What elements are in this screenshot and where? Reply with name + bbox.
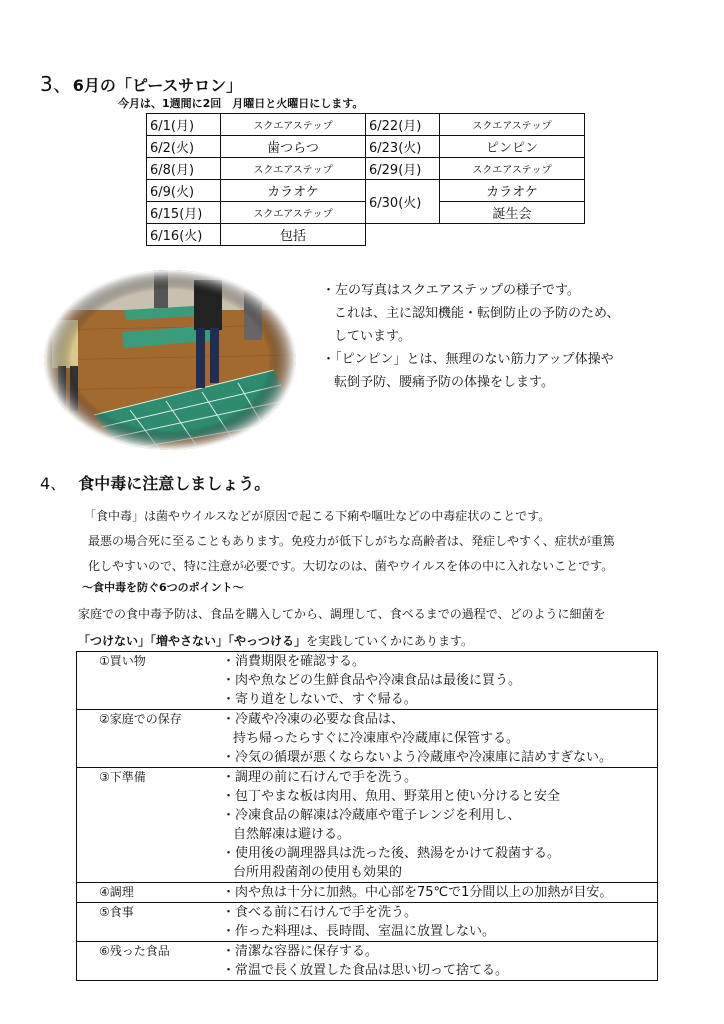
tip-row <box>77 941 657 980</box>
tip-item: ・清潔な容器に保存する。 <box>222 944 379 959</box>
schedule-date: 6/9(火) <box>147 180 221 202</box>
schedule-date: 6/23(火) <box>366 136 440 158</box>
schedule-date: 6/16(火) <box>147 224 221 246</box>
note-line: これは、主に認知機能・転倒防止の予防のため、 <box>334 306 620 321</box>
tip-item: ・常温で長く放置した食品は思い切って捨てる。 <box>222 963 509 978</box>
schedule-row <box>147 158 585 180</box>
tip-label: ④調理 <box>99 885 134 899</box>
schedule-date: 6/2(火) <box>147 136 221 158</box>
schedule-row <box>147 136 585 158</box>
note-line: ・「ピンピン」とは、無理のない筋力アップ体操や <box>322 352 614 367</box>
intro-keywords: 「つけない」「増やさない」「やっつける」 <box>78 634 307 648</box>
schedule-activity: ピンピン <box>440 136 585 158</box>
tip-row <box>77 882 657 902</box>
food-poisoning-description <box>84 504 615 579</box>
tip-row <box>77 709 657 767</box>
tip-label: ③下準備 <box>99 770 146 784</box>
tip-items <box>222 710 657 767</box>
tip-items <box>222 903 657 941</box>
tip-item: 持ち帰ったらすぐに冷凍庫や冷蔵庫に保管する。 <box>233 731 520 746</box>
points-intro <box>78 601 606 655</box>
schedule-table <box>146 113 585 246</box>
schedule-activity: スクエアステップ <box>440 158 585 180</box>
schedule-date: 6/30(火) <box>366 180 440 224</box>
schedule-activity: カラオケ <box>221 180 366 202</box>
schedule-row <box>147 180 585 202</box>
intro-line: 家庭での食中毒予防は、食品を購入してから、調理して、食べるまでの過程で、どのように細菌を <box>78 607 606 621</box>
tip-label: ②家庭での保存 <box>99 712 182 726</box>
section-4-number: 4、 <box>40 474 67 493</box>
schedule-activity: スクエアステップ <box>221 202 366 224</box>
schedule-date: 6/1(月) <box>147 114 221 136</box>
section-4-title: 食中毒に注意しましょう。 <box>78 474 271 493</box>
square-step-photo <box>44 270 296 450</box>
note-line: しています。 <box>334 329 411 344</box>
schedule-activity: カラオケ <box>440 180 585 202</box>
schedule-activity: 誕生会 <box>440 202 585 224</box>
section-3-heading <box>40 68 242 97</box>
note-line: 転倒予防、腰痛予防の体操をします。 <box>334 375 554 390</box>
schedule-date: 6/29(月) <box>366 158 440 180</box>
tip-item: ・使用後の調理器具は洗った後、熱湯をかけて殺菌する。 <box>222 846 561 861</box>
schedule-activity: スクエアステップ <box>440 114 585 136</box>
tip-items <box>222 768 657 882</box>
schedule-date: 6/8(月) <box>147 158 221 180</box>
tip-item: ・冷気の循環が悪くならないよう冷蔵庫や冷凍庫に詰めすぎない。 <box>222 750 613 765</box>
tip-items <box>222 883 657 902</box>
tip-label: ①買い物 <box>99 654 146 668</box>
tip-row <box>77 902 657 941</box>
tip-items <box>222 942 657 980</box>
tip-row <box>77 652 657 709</box>
description-line: 最悪の場合死に至ることもあります。免疫力が低下しがちな高齢者は、発症しやすく、症状が重篤 <box>88 534 615 548</box>
note-line: ・左の写真はスクエアステップの様子です。 <box>322 283 580 298</box>
photo-notes <box>322 279 619 394</box>
tip-item: ・寄り道をしないで、すぐ帰る。 <box>222 692 417 707</box>
tip-label: ⑤食事 <box>99 905 134 919</box>
schedule-activity: 歯つらつ <box>221 136 366 158</box>
schedule-activity: 包括 <box>221 224 366 246</box>
section-4-heading <box>40 471 270 494</box>
tip-item: ・包丁やまな板は肉用、魚用、野菜用と使い分けると安全 <box>222 789 561 804</box>
tip-item: 台所用殺菌剤の使用も効果的 <box>233 865 403 880</box>
tip-item: 自然解凍は避ける。 <box>233 827 351 842</box>
prevention-tips-table <box>76 651 658 981</box>
tip-row <box>77 767 657 882</box>
tip-item: ・調理の前に石けんで手を洗う。 <box>222 770 418 785</box>
schedule-activity: スクエアステップ <box>221 114 366 136</box>
tip-item: ・作った料理は、長時間、室温に放置しない。 <box>222 924 496 939</box>
tip-label: ⑥残った食品 <box>99 944 170 958</box>
section-3-number: 3、 <box>40 72 73 96</box>
tip-item: ・消費期限を確認する。 <box>222 654 366 669</box>
points-title: ～食中毒を防ぐ6つのポイント～ <box>82 581 244 594</box>
section-3-subtitle: 今月は、1週間に2回 月曜日と火曜日にします。 <box>118 97 364 110</box>
schedule-row <box>147 114 585 136</box>
section-3-title: 6月の「ピースサロン」 <box>72 76 243 95</box>
schedule-date: 6/22(月) <box>366 114 440 136</box>
schedule-activity: スクエアステップ <box>221 158 366 180</box>
tip-item: ・食べる前に石けんで手を洗う。 <box>222 905 418 920</box>
description-line: 化しやすいので、特に注意が必要です。大切なのは、菌やウイルスを体の中に入れないことです。 <box>88 559 614 573</box>
intro-rest: を実践していくかにあります。 <box>306 634 474 648</box>
tip-item: ・冷蔵や冷凍の必要な食品は、 <box>222 712 405 727</box>
tip-item: ・冷凍食品の解凍は冷蔵庫や電子レンジを利用し、 <box>222 808 521 823</box>
description-line: 「食中毒」は菌やウイルスなどが原因で起こる下痢や嘔吐などの中毒症状のことです。 <box>84 509 551 523</box>
tip-item: ・肉や魚などの生鮮食品や冷凍食品は最後に買う。 <box>222 673 522 688</box>
tip-items <box>222 652 657 709</box>
schedule-row <box>147 224 585 246</box>
schedule-date: 6/15(月) <box>147 202 221 224</box>
tip-item: ・肉や魚は十分に加熱。中心部を75℃で1分間以上の加熱が目安。 <box>222 885 613 900</box>
